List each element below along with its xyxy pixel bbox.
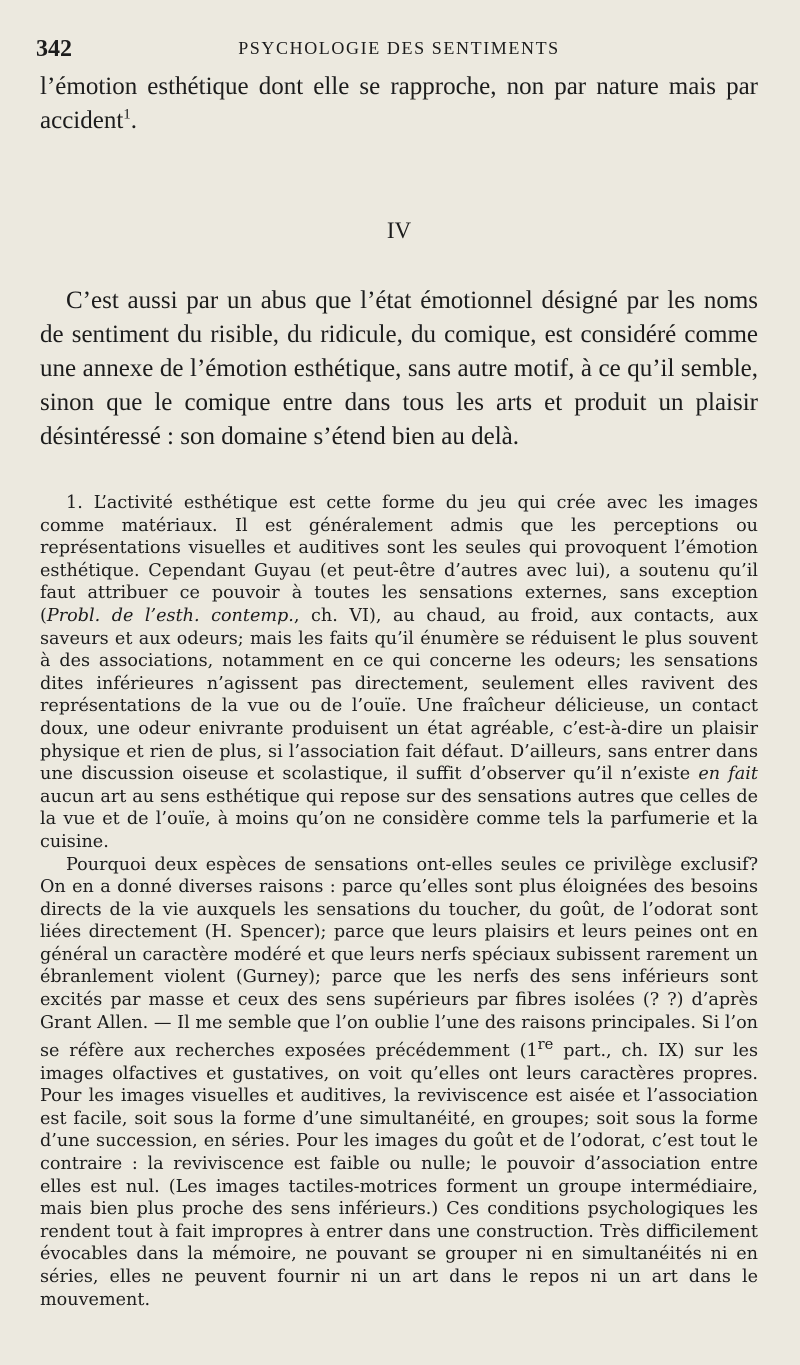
emphasis-text: en fait bbox=[698, 764, 758, 785]
footnote-paragraph-2 bbox=[40, 854, 758, 1312]
footnote-text: aucun art au sens esthétique qui repose sur des sensations autres que celles de la vue et de l’ouïe, à moins qu’on ne considère comme tels la parfumerie et la cuisine. bbox=[40, 786, 758, 852]
citation-title: Probl. de l’esth. contemp. bbox=[46, 605, 294, 626]
footnote-text: part., ch. IX) sur les images olfactives et gustatives, on voit qu’elles ont leurs caractères propres. Pour les images visuelles et auditives, la reviviscence est aisée et l’association est facile, soit sous la forme d’une simultanéité, en groupes; soit sous la forme d’une succession, en séries. Pour les images du goût et de l’odorat, c’est tout le contraire : la reviviscence est faible ou nulle; le pouvoir d’association entre elles est nul. (Les images tactiles-motrices forment un groupe intermédiaire, mais bien plus proche des sens inférieurs.) Ces conditions psychologiques les rendent tout à fait impropres à entrer dans une construction. Très difficilement évocables dans la mémoire, ne pouvant se grouper ni en simultanéités ni en séries, elles ne peuvent fournir ni un art dans le repos ni un art dans le mouvement. bbox=[40, 1041, 759, 1310]
footnote-paragraph-1 bbox=[40, 492, 758, 854]
page-number: 342 bbox=[36, 36, 72, 62]
section-paragraph: C’est aussi par un abus que l’état émotionnel désigné par les noms de sentiment du risible, du ridicule, du comique, est considéré comme une annexe de l’émotion esthétique, sans autre motif, à ce qu’il semble, sinon que le comique entre dans tous les arts et produit un plaisir désintéressé : son domaine s’étend bien au delà. bbox=[40, 287, 758, 450]
footnote-text: 1. L’activité esthétique est cette forme du jeu qui crée avec les images comme matériaux. Il est généralement admis que les perceptions ou représentations visuelles et auditives sont les seules qui provoquent l’émotion esthétique. Cependant Guyau (et peut-être d’autres avec lui), a soutenu qu’il faut attribuer ce pouvoir à toutes les sensations externes, sans exception ( bbox=[40, 493, 758, 626]
footnote bbox=[40, 492, 758, 1311]
continued-paragraph bbox=[40, 70, 758, 138]
running-head bbox=[36, 30, 758, 70]
footnote-text: , ch. VI), au chaud, au froid, aux contacts, aux saveurs et aux odeurs; mais les faits qu’il énumère se réduisent le plus souvent à des associations, notamment en ce qui concerne les odeurs; les sensations dites inférieures n’agissent pas directement, seulement elles ravivent des représentations de la vue ou de l’ouïe. Une fraîcheur délicieuse, un contact doux, une odeur enivrante produisent un état agréable, c’est-à-dire un plaisir physique et rien de plus, si l’association fait défaut. D’ailleurs, sans entrer dans une discussion oiseuse et scolastique, il suffit d’observer qu’il n’existe bbox=[40, 605, 758, 785]
footnote-text: Pourquoi deux espèces de sensations ont-elles seules ce privilège exclusif? On en a donné diverses raisons : parce qu’elles sont plus éloignées des besoins directs de la vie auxquels les sensations du toucher, du goût, de l’odorat sont liées directement (H. Spencer); parce que leurs plaisirs et leurs peines ont en général un caractère modéré et que leurs nerfs spéciaux subissent rarement un ébranlement violent (Gurney); parce que les nerfs des sens inférieurs sont excités par masse et ceux des sens supérieurs par fibres isolées (? ?) d’après Grant Allen. — Il me semble que l’on oublie l’une des raisons principales. Si l’on se réfère aux recherches exposées précédemment (1 bbox=[40, 854, 758, 1062]
ordinal-superscript: re bbox=[537, 1036, 554, 1054]
running-title: PSYCHOLOGIE DES SENTIMENTS bbox=[238, 38, 560, 58]
footnote-reference: 1 bbox=[123, 106, 131, 123]
continued-text: l’émotion esthétique dont elle se rapproche, non par nature mais par accident bbox=[40, 73, 758, 134]
section-heading: IV bbox=[386, 218, 412, 243]
continued-text-end: . bbox=[130, 107, 138, 134]
